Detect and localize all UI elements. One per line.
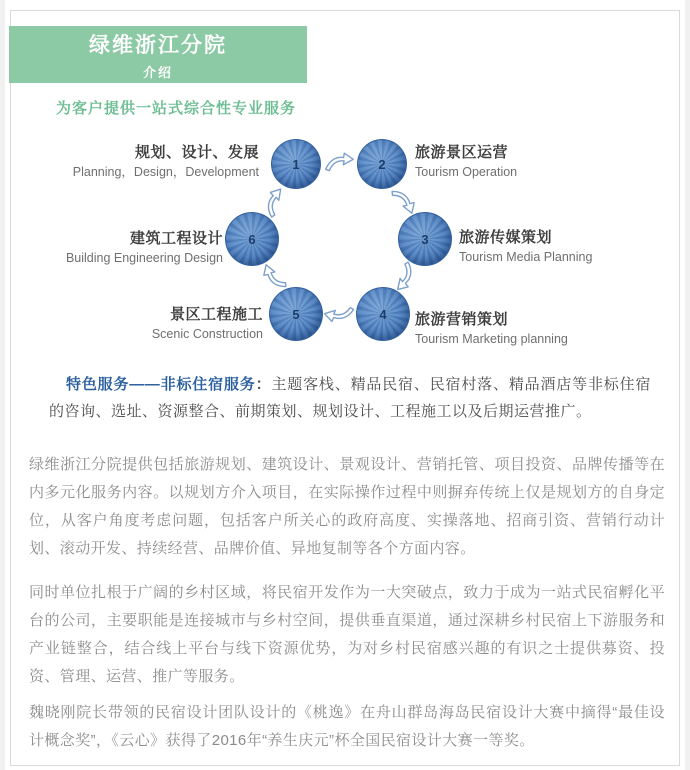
- node-label-zh: 建筑工程设计: [129, 230, 223, 247]
- branch-subtitle: 介绍: [142, 64, 173, 80]
- node-label-en: Tourism Marketing planning: [415, 331, 568, 346]
- node-label-building-engineering-design: [11, 230, 223, 266]
- cycle-node-4-number: 4: [379, 306, 387, 322]
- node-label-zh: 规划、设计、发展: [134, 144, 259, 161]
- node-label-en: Tourism Operation: [415, 164, 518, 179]
- cycle-arrow-1-to-2-icon: [321, 149, 357, 174]
- node-label-en: Building Engineering Design: [65, 250, 223, 265]
- cycle-node-5: [269, 287, 323, 341]
- branch-header-badge: [9, 26, 307, 83]
- feature-services-text: 主题客栈、精品民宿、民宿村落、精品酒店等非标住宿的咨询、选址、资源整合、前期策划、规划设计、工程施工以及后期运营推广。: [49, 376, 651, 420]
- diagram-title: 为客户提供一站式综合性专业服务: [56, 100, 297, 117]
- feature-services-title: 特色服务——非标住宿服务: [66, 376, 256, 393]
- node-label-en: Scenic Construction: [151, 326, 263, 341]
- content-card: [10, 10, 680, 766]
- body-paragraph-rural-homestay: 同时单位扎根于广阔的乡村区域，将民宿开发作为一大突破点，致力于成为一站式民宿孵化平台的公司，主要职能是连接城市与乡村空间，提供垂直渠道，通过深耕乡村民宿上下游服务和产业链整合，结合线上平台与线下资源优势，为对乡村民宿感兴趣的有识之士提供募资、投资、管理、运营、推广等服务。: [29, 584, 665, 685]
- node-label-en: Tourism Media Planning: [459, 249, 593, 264]
- body-paragraph-services: 绿维浙江分院提供包括旅游规划、建筑设计、景观设计、营销托管、项目投资、品牌传播等在内多元化服务内容。以规划方介入项目，在实际操作过程中则摒弃传统上仅是规划方的自身定位，从客户角度考虑问题，包括客户所关心的政府高度、实操落地、招商引资、营销行动计划、滚动开发、持续经营、品牌价值、异地复制等各个方面内容。: [29, 456, 665, 557]
- cycle-node-1-number: 1: [292, 156, 300, 172]
- cycle-arrow-4-to-5-icon: [321, 301, 357, 326]
- cycle-node-2-number: 2: [378, 156, 386, 172]
- node-label-zh: 景区工程施工: [169, 306, 263, 323]
- cycle-node-1: [271, 139, 321, 189]
- node-label-zh: 旅游景区运营: [415, 144, 509, 161]
- cycle-node-3-number: 3: [421, 231, 429, 247]
- body-paragraph-awards: 魏晓刚院长带领的民宿设计团队设计的《桃逸》在舟山群岛海岛民宿设计大赛中摘得“最佳设计概念奖”，《云心》获得了2016年“养生庆元”杯全国民宿设计大赛一等奖。: [29, 704, 665, 749]
- node-label-tourism-operation: [415, 144, 517, 180]
- cycle-node-5-number: 5: [292, 306, 300, 322]
- page-right-gutter: [685, 0, 690, 770]
- cycle-node-6-number: 6: [248, 231, 256, 247]
- cycle-node-2: [357, 139, 407, 189]
- node-label-tourism-marketing-planning: [415, 311, 568, 347]
- node-label-scenic-construction: [11, 306, 263, 342]
- node-label-zh: 旅游传媒策划: [459, 229, 553, 246]
- page-left-gutter: [0, 0, 5, 770]
- feature-services-separator: ：: [255, 376, 272, 393]
- node-label-en: Planning，Design，Development: [72, 164, 259, 179]
- node-label-planning-design-development: [11, 144, 259, 180]
- node-label-zh: 旅游营销策划: [415, 311, 509, 328]
- feature-services-line: [49, 371, 651, 425]
- node-label-tourism-media-planning: [459, 229, 592, 265]
- branch-title: 绿维浙江分院: [89, 33, 227, 57]
